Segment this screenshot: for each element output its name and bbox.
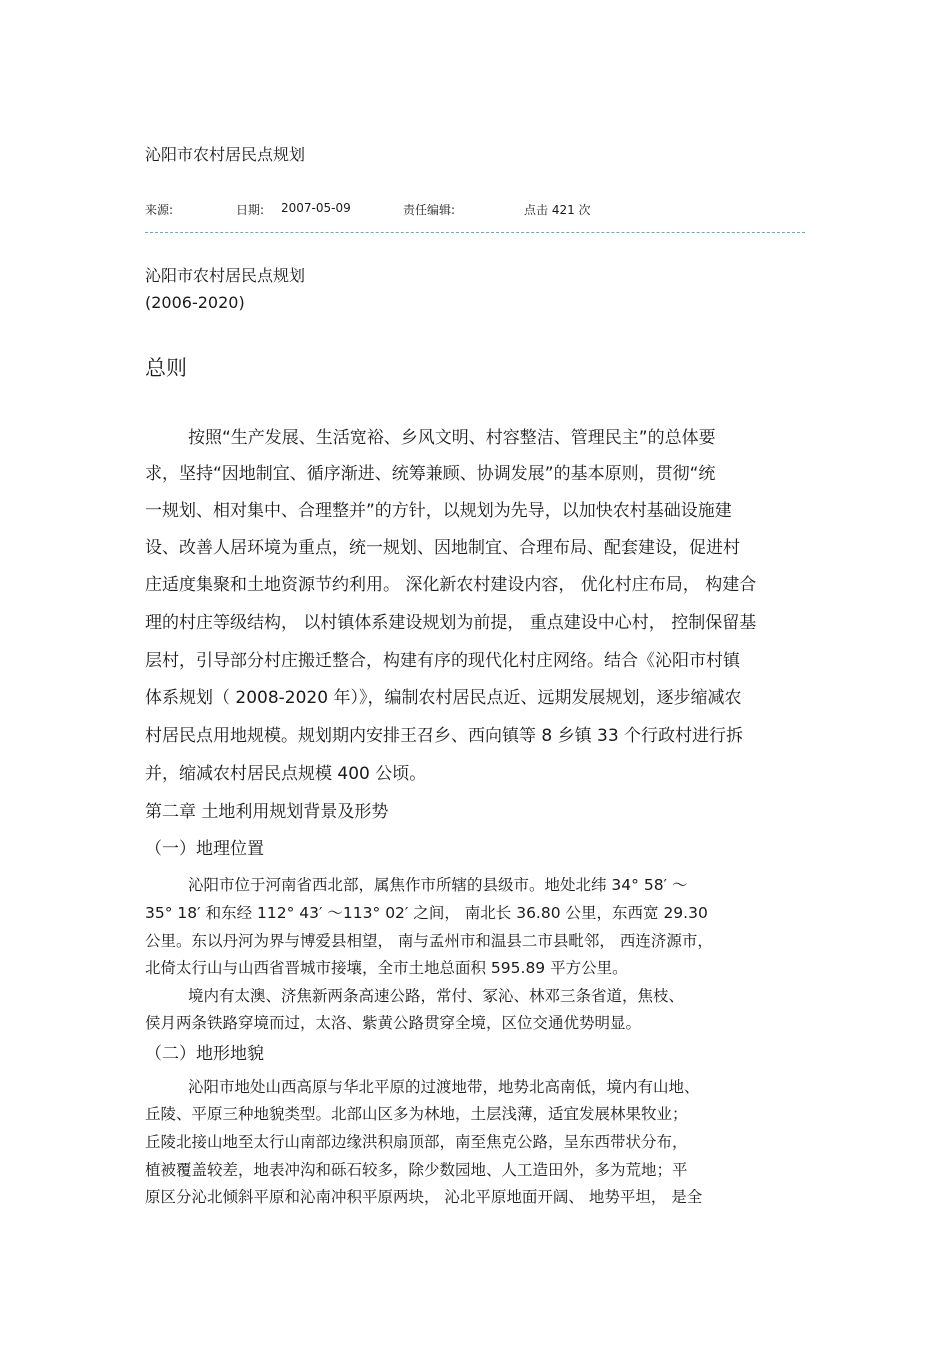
terrain-paragraph-line: 丘陵、平原三种地貌类型。北部山区多为林地，土层浅薄，适宜发展林果牧业；	[145, 1105, 688, 1123]
location-paragraph-line: 境内有太澳、济焦新两条高速公路，常付、冢沁、林邓三条省道，焦枝、	[188, 987, 685, 1005]
doc-period: (2006-2020)	[145, 293, 245, 312]
subsection-heading-terrain: （二）地形地貌	[145, 1044, 264, 1064]
location-paragraph-line: 北倚太行山与山西省晋城市接壤，全市土地总面积 595.89 平方公里。	[145, 959, 628, 977]
general-paragraph-line: 按照“生产发展、生活宽裕、乡风文明、村容整洁、管理民主”的总体要	[188, 428, 716, 448]
source-label: 来源:	[145, 203, 174, 217]
editor-label: 责任编辑:	[403, 203, 456, 217]
general-paragraph-line: 庄适度集聚和土地资源节约利用。 深化新农村建设内容， 优化村庄布局， 构建合	[145, 575, 757, 595]
general-paragraph-line: 村居民点用地规模。规划期内安排王召乡、西向镇等 8 乡镇 33 个行政村进行拆	[145, 726, 744, 746]
general-paragraph-line: 体系规划（ 2008-2020 年）》，编制农村居民点近、远期发展规划，逐步缩减农	[145, 688, 742, 708]
article-title: 沁阳市农村居民点规划	[145, 145, 306, 164]
chapter-heading: 第二章 土地利用规划背景及形势	[145, 802, 389, 822]
click-count: 点击 421 次	[524, 203, 591, 217]
subsection-heading-location: （一）地理位置	[145, 839, 264, 859]
terrain-paragraph-line: 植被覆盖较差，地表冲沟和砾石较多，除少数园地、人工造田外，多为荒地；平	[145, 1161, 688, 1179]
terrain-paragraph-line: 丘陵北接山地至太行山南部边缘洪积扇顶部，南至焦克公路，呈东西带状分布，	[145, 1133, 688, 1151]
location-paragraph-line: 侯月两条铁路穿境而过，太洛、紫黄公路贯穿全境，区位交通优势明显。	[145, 1014, 642, 1032]
location-paragraph-line: 沁阳市位于河南省西北部，属焦作市所辖的县级市。地处北纬 34° 58′ ～	[188, 876, 688, 894]
date-value: 2007-05-09	[281, 201, 351, 215]
general-paragraph-line: 设、改善人居环境为重点，统一规划、因地制宜、合理布局、配套建设，促进村	[145, 538, 740, 558]
header-divider	[145, 232, 805, 233]
general-paragraph-line: 一规划、相对集中、合理整并”的方针，以规划为先导，以加快农村基础设施建	[145, 501, 732, 521]
doc-title: 沁阳市农村居民点规划	[145, 266, 306, 285]
general-paragraph-line: 并，缩减农村居民点规模 400 公顷。	[145, 764, 427, 784]
section-heading-general: 总则	[145, 356, 187, 380]
date-label: 日期:	[236, 203, 265, 217]
terrain-paragraph-line: 沁阳市地处山西高原与华北平原的过渡地带，地势北高南低，境内有山地、	[188, 1078, 700, 1096]
terrain-paragraph-line: 原区分沁北倾斜平原和沁南冲积平原两块， 沁北平原地面开阔、 地势平坦， 是全	[145, 1188, 703, 1206]
general-paragraph-line: 理的村庄等级结构， 以村镇体系建设规划为前提， 重点建设中心村， 控制保留基	[145, 613, 757, 633]
general-paragraph-line: 层村，引导部分村庄搬迁整合，构建有序的现代化村庄网络。结合《沁阳市村镇	[145, 651, 740, 671]
general-paragraph-line: 求，坚持“因地制宜、循序渐进、统筹兼顾、协调发展”的基本原则，贯彻“统	[145, 464, 716, 484]
location-paragraph-line: 35° 18′ 和东经 112° 43′ ～113° 02′ 之间， 南北长 36.80 公里，东西宽 29.30	[145, 904, 708, 922]
location-paragraph-line: 公里。东以丹河为界与博爱县相望， 南与孟州市和温县二市县毗邻， 西连济源市，	[145, 932, 713, 950]
